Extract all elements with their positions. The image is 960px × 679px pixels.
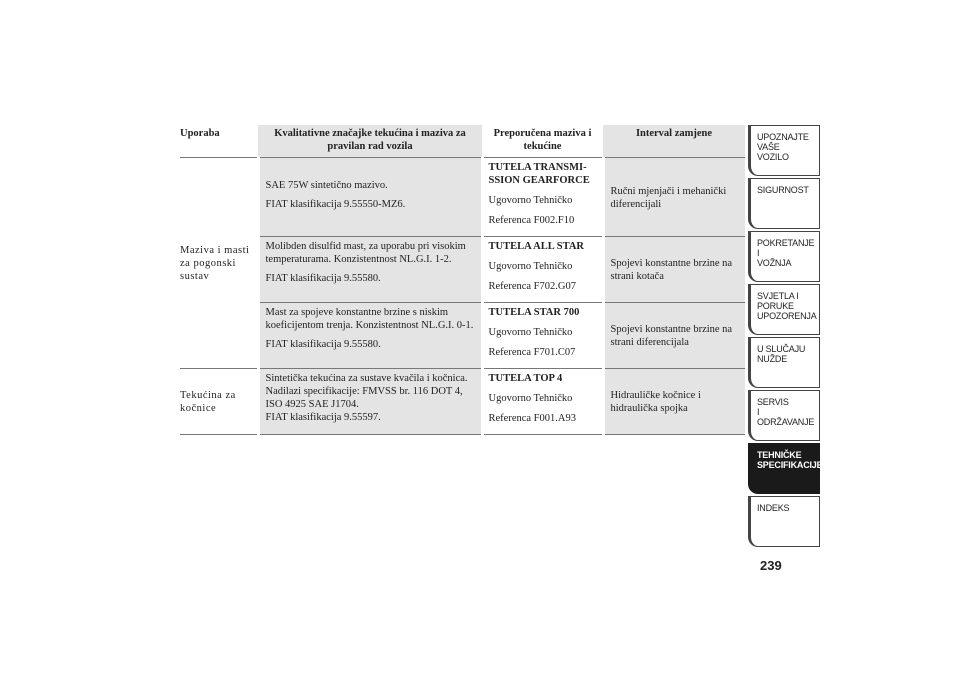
tab-svjetla-i-poruke-upozorenja[interactable]: SVJETLA I PORUKE UPOZORENJA — [748, 284, 820, 335]
table-row — [180, 158, 745, 237]
spec-text: Molibden disulfid mast, za uporabu pri visokim temperaturama. Konzistentnost NL.G.I. 1-2. — [265, 241, 466, 265]
product-cell — [482, 303, 603, 369]
spec-classification: FIAT klasifikacija 9.55580. — [265, 273, 381, 284]
product-line: Referenca F701.C07 — [488, 347, 576, 358]
spec-text: Mast za spojeve konstantne brzine s niskim koeficijentom trenja. Konzistentnost NL.G.I. 0-1. — [265, 307, 474, 331]
product-cell — [482, 158, 603, 237]
product-line: Ugovorno Tehničko — [488, 393, 573, 404]
product-line: Referenca F002.F10 — [488, 215, 575, 226]
table-row — [180, 303, 745, 369]
spec-classification: FIAT klasifikacija 9.55597. — [265, 412, 381, 423]
product-line: Ugovorno Tehničko — [488, 327, 573, 338]
spec-cell — [258, 369, 482, 435]
spec-cell — [258, 303, 482, 369]
product-line: Referenca F702.G07 — [488, 281, 576, 292]
use-cell — [180, 369, 258, 435]
product-line: Referenca F001.A93 — [488, 413, 576, 424]
tab-upoznajte-vase-vozilo[interactable]: UPOZNAJTE VAŠE VOZILO — [748, 125, 820, 176]
spec-cell — [258, 237, 482, 303]
use-cell — [180, 158, 258, 369]
product-cell — [482, 237, 603, 303]
product-cell — [482, 369, 603, 435]
product-name: TUTELA STAR 700 — [488, 307, 580, 318]
product-name: TUTELA TOP 4 — [488, 373, 563, 384]
use-label: Maziva i masti za pogonski sustav — [180, 245, 250, 282]
spec-cell — [258, 158, 482, 237]
tab-pokretanje-i-voznja[interactable]: POKRETANJE I VOŽNJA — [748, 231, 820, 282]
tab-u-slucaju-nuzde[interactable]: U SLUČAJU NUŽDE — [748, 337, 820, 388]
table-row — [180, 237, 745, 303]
interval-text: Ručni mjenjači i mehanički diferencijali — [610, 185, 727, 210]
product-name: TUTELA TRANSMI-SSION GEARFORCE — [488, 162, 590, 186]
lubricants-table — [180, 125, 745, 435]
spec-text: Sintetička tekućina za sustave kvačila i kočnica. Nadilazi specifikacije: FMVSS br. 116 DOT 4, ISO 4925 SAE J1704. — [265, 373, 468, 410]
page-number: 239 — [760, 558, 782, 573]
header-interval: Interval zamjene — [603, 125, 745, 158]
tab-tehnicke-specifikacije[interactable]: TEHNIČKE SPECIFIKACIJE — [748, 443, 820, 494]
interval-cell — [603, 303, 745, 369]
header-product: Preporučena maziva i tekućine — [482, 125, 603, 158]
interval-text: Spojevi konstantne brzine na strani diferencijala — [610, 324, 733, 348]
spec-text: SAE 75W sintetično mazivo. — [265, 179, 388, 191]
interval-cell — [603, 158, 745, 237]
table-row — [180, 369, 745, 435]
product-name: TUTELA ALL STAR — [488, 241, 585, 252]
tab-sigurnost[interactable]: SIGURNOST — [748, 178, 820, 229]
header-use: Uporaba — [180, 125, 258, 158]
interval-text: Hidrauličke kočnice i hidraulička spojka — [610, 390, 701, 414]
interval-cell — [603, 369, 745, 435]
interval-cell — [603, 237, 745, 303]
header-specs: Kvalitativne značajke tekućina i maziva za pravilan rad vozila — [258, 125, 482, 158]
product-line: Ugovorno Tehničko — [488, 261, 573, 272]
spec-classification: FIAT klasifikacija 9.55580. — [265, 339, 381, 350]
product-line: Ugovorno Tehničko — [488, 195, 573, 206]
tab-servis-i-odrzavanje[interactable]: SERVIS I ODRŽAVANJE — [748, 390, 820, 441]
use-label: Tekućina za kočnice — [180, 390, 236, 414]
tab-indeks[interactable]: INDEKS — [748, 496, 820, 547]
table-header-row — [180, 125, 745, 158]
spec-classification: FIAT klasifikacija 9.55550-MZ6. — [265, 198, 406, 210]
interval-text: Spojevi konstantne brzine na strani kotača — [610, 258, 733, 282]
